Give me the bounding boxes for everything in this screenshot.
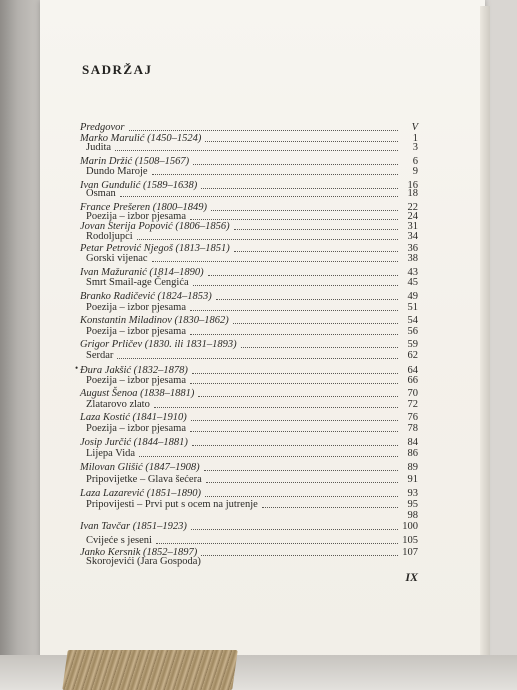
toc-work-row <box>0 188 420 200</box>
toc-page-number: 70 <box>407 388 418 399</box>
toc-page-number: 64 <box>407 365 418 376</box>
toc-entry-text: Jovan Sterija Popović (1806–1856) <box>80 221 230 232</box>
toc-work-row <box>0 231 420 243</box>
toc-work-row <box>0 253 420 265</box>
bullet-mark: • <box>75 363 79 373</box>
dot-leader <box>190 375 398 384</box>
toc-page-number: 51 <box>407 302 418 313</box>
dot-leader <box>233 315 398 324</box>
dot-leader <box>191 412 398 421</box>
dot-leader <box>139 448 398 457</box>
dot-leader <box>216 291 398 300</box>
toc-entry-text: Ivan Tavčar (1851–1923) <box>80 521 187 532</box>
toc-entry-text: August Šenoa (1838–1881) <box>80 388 195 399</box>
toc-work-row <box>0 535 420 547</box>
toc-page-number: 54 <box>407 315 418 326</box>
toc-work-row <box>0 166 420 178</box>
toc-entry-text: France Prešeren (1800–1849) <box>80 202 207 213</box>
toc-entry-text: Pripovijesti – Prvi put s ocem na jutrenje <box>86 499 258 510</box>
page-edge <box>480 6 490 656</box>
dot-leader <box>206 474 398 483</box>
toc-page-number: 105 <box>402 535 418 546</box>
dot-leader <box>193 277 398 286</box>
toc-page-number: 24 <box>407 211 418 222</box>
toc-entry-text: Poezija – izbor pjesama <box>86 211 187 222</box>
toc-entry-text: Predgovor <box>80 122 125 133</box>
toc-work-row <box>0 556 420 568</box>
toc-entry-text: Ivan Gundulić (1589–1638) <box>80 180 198 191</box>
toc-entry-text: Skorojevići (Jara Gospoda) <box>86 556 201 567</box>
toc-page-number: 22 <box>407 202 418 213</box>
dot-leader <box>137 231 398 240</box>
toc-entry-text: Janko Kersnik (1852–1897) <box>80 547 198 558</box>
toc-page-number: 34 <box>407 231 418 242</box>
toc-work-row <box>0 448 420 460</box>
toc-entry-text: Milovan Glišić (1847–1908) <box>80 462 200 473</box>
toc-page-number: 89 <box>407 462 418 473</box>
toc-page-number: 3 <box>412 142 418 153</box>
toc-work-row <box>0 277 420 289</box>
toc-entry-text: Branko Radičević (1824–1853) <box>80 291 212 302</box>
page-number: IX <box>405 570 418 584</box>
dot-leader <box>115 142 398 151</box>
toc-entry-text: Osman <box>86 188 116 199</box>
toc-entry-text: Konstantin Miladinov (1830–1862) <box>80 315 229 326</box>
toc-page-number: 78 <box>407 423 418 434</box>
dot-leader <box>241 339 398 348</box>
dot-leader <box>198 388 398 397</box>
toc-page-number: 91 <box>407 474 418 485</box>
toc-entry-text: Serdar <box>86 350 114 361</box>
toc-work-row <box>0 399 420 411</box>
toc-author-row <box>0 521 420 533</box>
toc-work-row <box>0 302 420 314</box>
dot-leader <box>234 221 398 230</box>
toc-page-number: V <box>411 122 418 133</box>
dot-leader <box>192 437 398 446</box>
toc-page-number: 59 <box>407 339 418 350</box>
dot-leader <box>205 488 398 497</box>
toc-entry-text: Laza Kostić (1841–1910) <box>80 412 187 423</box>
toc-page-number: 100 <box>402 521 418 532</box>
toc-entry-text: Poezija – izbor pjesama <box>86 375 187 386</box>
dot-leader <box>262 499 398 508</box>
toc-page-number: 84 <box>407 437 418 448</box>
toc-entry-text: Pripovijetke – Glava šećera <box>86 474 202 485</box>
toc-page-number: 95 <box>407 499 418 510</box>
dot-leader <box>120 188 398 197</box>
dot-leader <box>190 211 398 220</box>
toc-page-number: 43 <box>407 267 418 278</box>
toc-page-number: 45 <box>407 277 418 288</box>
dot-leader <box>193 156 398 165</box>
dot-leader <box>191 521 398 530</box>
dot-leader <box>205 133 398 142</box>
dot-leader <box>117 350 398 359</box>
dot-leader <box>211 202 398 211</box>
toc-page-number: 1 <box>412 133 418 144</box>
toc-page-number: 76 <box>407 412 418 423</box>
toc-entry-text: Laza Lazarević (1851–1890) <box>80 488 201 499</box>
toc-page-number: 98 <box>407 510 418 521</box>
toc-work-row <box>0 474 420 486</box>
toc-page-number: 66 <box>407 375 418 386</box>
toc-work-row <box>0 142 420 154</box>
toc-entry-text: Judita <box>86 142 112 153</box>
dot-leader <box>204 462 398 471</box>
toc-page-number: 9 <box>412 166 418 177</box>
dot-leader <box>154 399 398 408</box>
toc-page-number: 18 <box>407 188 418 199</box>
toc-entry-text: Poezija – izbor pjesama <box>86 302 187 313</box>
dot-leader <box>190 423 398 432</box>
toc-entry-text: Dundo Maroje <box>86 166 148 177</box>
dot-leader <box>190 302 398 311</box>
dot-leader <box>190 326 398 335</box>
dot-leader <box>208 267 398 276</box>
dot-leader <box>152 253 398 262</box>
toc-entry-text: Lijepa Vida <box>86 448 136 459</box>
toc-entry-text: Josip Jurčić (1844–1881) <box>80 437 188 448</box>
toc-entry-text: Smrt Smail-age Čengića <box>86 277 189 288</box>
toc-entry-text: Poezija – izbor pjesama <box>86 423 187 434</box>
toc-entry-text: Đura Jakšić (1832–1878) <box>80 365 188 376</box>
toc-entry-text: Gorski vijenac <box>86 253 148 264</box>
toc-page-number: 16 <box>407 180 418 191</box>
dot-leader <box>201 547 398 556</box>
dot-leader <box>192 365 398 374</box>
toc-author-row <box>0 462 420 474</box>
toc-work-row <box>0 375 420 387</box>
toc-page-number: 86 <box>407 448 418 459</box>
dot-leader <box>156 535 398 544</box>
dot-leader <box>152 166 398 175</box>
dot-leader <box>234 243 398 252</box>
toc-entry-text: Petar Petrović Njegoš (1813–1851) <box>80 243 230 254</box>
dot-leader <box>129 122 398 131</box>
toc-entry-text: Rodoljupci <box>86 231 133 242</box>
toc-page-number: 31 <box>407 221 418 232</box>
toc-page-number: 56 <box>407 326 418 337</box>
toc-page-number: 49 <box>407 291 418 302</box>
bookmark-ribbon <box>62 650 238 690</box>
toc-entry-text: Cvijeće s jeseni <box>86 535 152 546</box>
toc-page-number: 72 <box>407 399 418 410</box>
toc-page-number: 38 <box>407 253 418 264</box>
page-title: SADRŽAJ <box>82 62 153 77</box>
toc-entry-text: Grigor Prličev (1830. ili 1831–1893) <box>80 339 237 350</box>
toc-entry-text: Zlatarovo zlato <box>86 399 150 410</box>
toc-page-number: 107 <box>402 547 418 558</box>
toc-work-row <box>0 423 420 435</box>
toc-entry-text: Marko Marulić (1450–1524) <box>80 133 202 144</box>
toc-entry-text: Marin Držić (1508–1567) <box>80 156 190 167</box>
toc-work-row <box>0 326 420 338</box>
toc-page-number: 36 <box>407 243 418 254</box>
toc-work-row <box>0 350 420 362</box>
toc-entry-text: Poezija – izbor pjesama <box>86 326 187 337</box>
toc-page-number: 93 <box>407 488 418 499</box>
toc-entry-text: Ivan Mažuranić (1814–1890) <box>80 267 204 278</box>
toc-page-number: 6 <box>412 156 418 167</box>
toc-page-number: 62 <box>407 350 418 361</box>
